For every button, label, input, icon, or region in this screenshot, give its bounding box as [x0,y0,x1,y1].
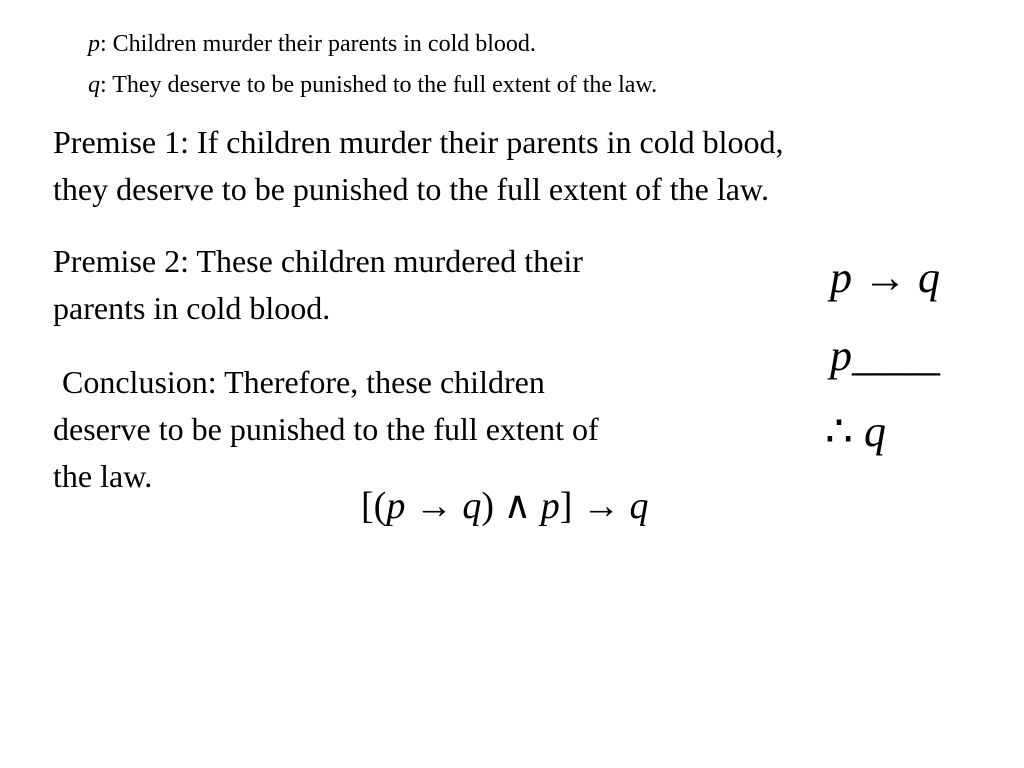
premise-1-line-2: they deserve to be punished to the full extent of the law. [53,171,769,207]
definition-q [88,71,657,99]
premise-1-line-1: Premise 1: If children murder their parents in cold blood, [53,124,784,160]
formula-open-paren: ( [373,485,387,527]
symbolic-premise-2-var: p [830,331,852,380]
conclusion-line-2: deserve to be punished to the full extent of [53,411,599,447]
definition-q-variable: q [88,72,100,98]
formula-p-1: p [386,485,406,527]
conclusion-line-1: Conclusion: Therefore, these children [62,364,545,400]
definition-p [88,30,536,58]
formula-open-bracket: [ [361,485,374,527]
definition-p-text: : Children murder their parents in cold blood. [100,31,536,57]
formula-arrow-2-icon: → [581,485,620,527]
premise-2-line-1: Premise 2: These children murdered their [53,243,583,279]
tautology-formula [361,484,648,528]
conclusion [53,359,599,500]
conclusion-line-3: the law. [53,458,153,494]
formula-close-bracket: ] [559,485,573,527]
formula-close-paren: ) [481,485,494,527]
formula-q-2: q [629,485,649,527]
symbolic-conclusion-var: q [864,407,886,456]
therefore-icon: ∴ [825,407,853,456]
symbolic-premise-2 [830,330,940,382]
formula-and-icon: ∧ [503,485,532,527]
definition-q-text: : They deserve to be punished to the full extent of the law. [100,72,658,98]
premise-2-line-2: parents in cold blood. [53,290,331,326]
formula-arrow-1-icon: → [414,485,453,527]
definition-p-variable: p [88,31,100,57]
formula-p-2: p [540,485,560,527]
symbolic-premise-1-right: q [918,253,940,302]
formula-q-1: q [462,485,482,527]
premise-1 [53,119,783,213]
symbolic-rule-line: ____ [852,331,940,380]
symbolic-premise-1-left: p [830,253,852,302]
symbolic-conclusion [825,406,886,458]
symbolic-premise-1 [830,252,940,304]
premise-2 [53,238,583,332]
implication-arrow-icon: → [863,253,907,302]
